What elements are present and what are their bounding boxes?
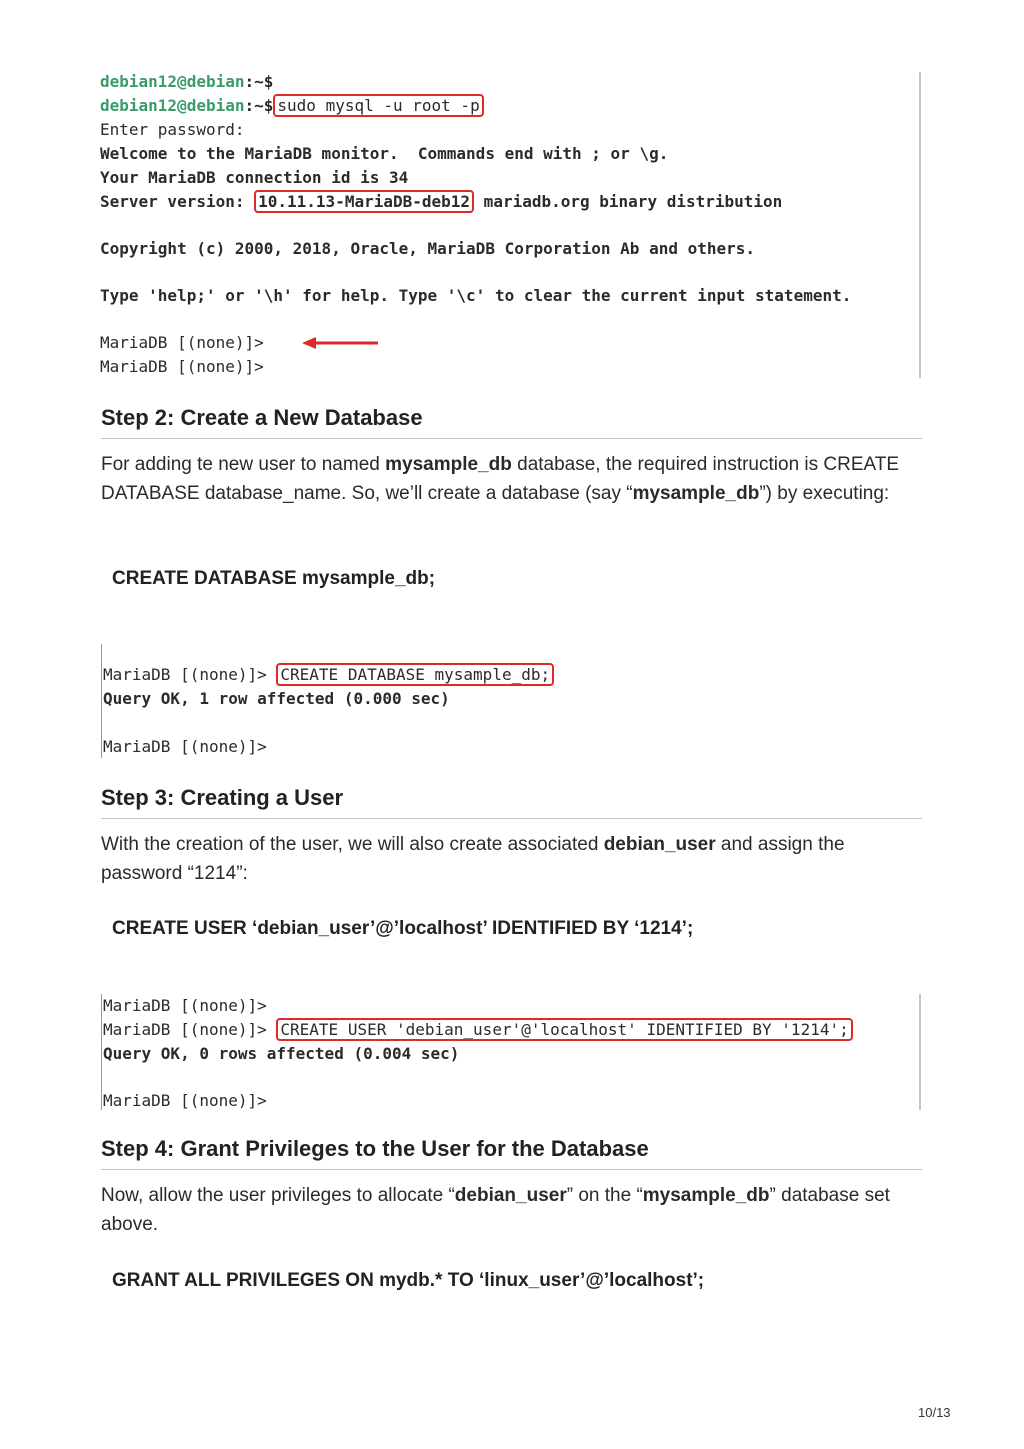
terminal-line: Your MariaDB connection id is 34	[100, 168, 409, 187]
prompt-suffix: :~$	[244, 72, 274, 91]
terminal-line: Enter password:	[100, 120, 245, 139]
terminal-line: MariaDB [(none)]>	[103, 737, 267, 756]
text: Now, allow the user privileges to allocate “	[101, 1185, 455, 1206]
terminal-line	[103, 1018, 853, 1042]
terminal-screenshot-1	[100, 70, 922, 380]
screenshot-border	[101, 644, 102, 758]
terminal-line	[100, 70, 273, 94]
prompt: MariaDB [(none)]>	[103, 665, 277, 684]
terminal-line: Query OK, 1 row affected (0.000 sec)	[103, 689, 450, 708]
step-3-paragraph	[101, 830, 923, 888]
step-2-command: CREATE DATABASE mysample_db;	[112, 568, 436, 589]
terminal-line	[100, 190, 782, 214]
red-arrow-icon	[302, 335, 382, 351]
terminal-line: Welcome to the MariaDB monitor. Commands end with ; or \g.	[100, 144, 669, 163]
highlighted-version: 10.11.13-MariaDB-deb12	[254, 190, 474, 213]
server-version-label: Server version:	[100, 192, 255, 211]
terminal-line: MariaDB [(none)]>	[100, 357, 264, 376]
prompt-suffix: :~$	[244, 96, 274, 115]
step-4-heading: Step 4: Grant Privileges to the User for the Database	[101, 1136, 649, 1161]
step-4-command: GRANT ALL PRIVILEGES ON mydb.* TO ‘linux_user’@’localhost’;	[112, 1270, 705, 1291]
prompt: MariaDB [(none)]>	[103, 1020, 277, 1039]
text: and assign the password “1214”:	[101, 834, 845, 884]
step-2-paragraph	[101, 450, 923, 508]
terminal-line: Type 'help;' or '\h' for help. Type '\c' to clear the current input statement.	[100, 286, 852, 305]
terminal-line: Copyright (c) 2000, 2018, Oracle, MariaDB Corporation Ab and others.	[100, 239, 756, 258]
terminal-line	[103, 663, 554, 687]
page-number: 10/13	[918, 1405, 951, 1420]
highlighted-command: CREATE DATABASE mysample_db;	[276, 663, 554, 686]
screenshot-border	[919, 72, 921, 378]
step-3-heading: Step 3: Creating a User	[101, 785, 344, 810]
prompt-user: debian12@debian	[100, 72, 245, 91]
heading-divider	[101, 818, 922, 819]
db-name-bold: mysample_db	[642, 1185, 770, 1206]
step-2-heading: Step 2: Create a New Database	[101, 405, 423, 430]
text: ” database set above.	[101, 1185, 890, 1235]
terminal-line: MariaDB [(none)]>	[100, 333, 264, 352]
server-version-suffix: mariadb.org binary distribution	[474, 192, 783, 211]
user-name-bold: debian_user	[454, 1185, 567, 1206]
text: With the creation of the user, we will also create associated	[101, 834, 604, 855]
user-name-bold: debian_user	[603, 834, 716, 855]
terminal-screenshot-2	[103, 663, 925, 759]
text: For adding te new user to named	[101, 454, 386, 475]
highlighted-command: sudo mysql -u root -p	[273, 94, 483, 117]
screenshot-border	[101, 994, 102, 1110]
terminal-line: MariaDB [(none)]>	[103, 1091, 267, 1110]
heading-divider	[101, 1169, 922, 1170]
db-name-bold: mysample_db	[632, 483, 760, 504]
step-4-paragraph	[101, 1181, 923, 1239]
db-name-bold: mysample_db	[385, 454, 512, 475]
step-3-command: CREATE USER ‘debian_user’@’localhost’ IDENTIFIED BY ‘1214’;	[112, 918, 694, 939]
highlighted-command: CREATE USER 'debian_user'@'localhost' IDENTIFIED BY '1214';	[276, 1018, 852, 1041]
terminal-line: MariaDB [(none)]>	[103, 996, 267, 1015]
heading-divider	[101, 438, 922, 439]
text: database, the required instruction is CREATE DATABASE database_name. So, we’ll create a database (say “	[101, 454, 900, 504]
terminal-screenshot-3	[103, 994, 925, 1112]
terminal-line: Query OK, 0 rows affected (0.004 sec)	[103, 1044, 460, 1063]
text: ”) by executing:	[759, 483, 890, 504]
terminal-line	[100, 94, 484, 118]
prompt-user: debian12@debian	[100, 96, 245, 115]
text: ” on the “	[566, 1185, 643, 1206]
